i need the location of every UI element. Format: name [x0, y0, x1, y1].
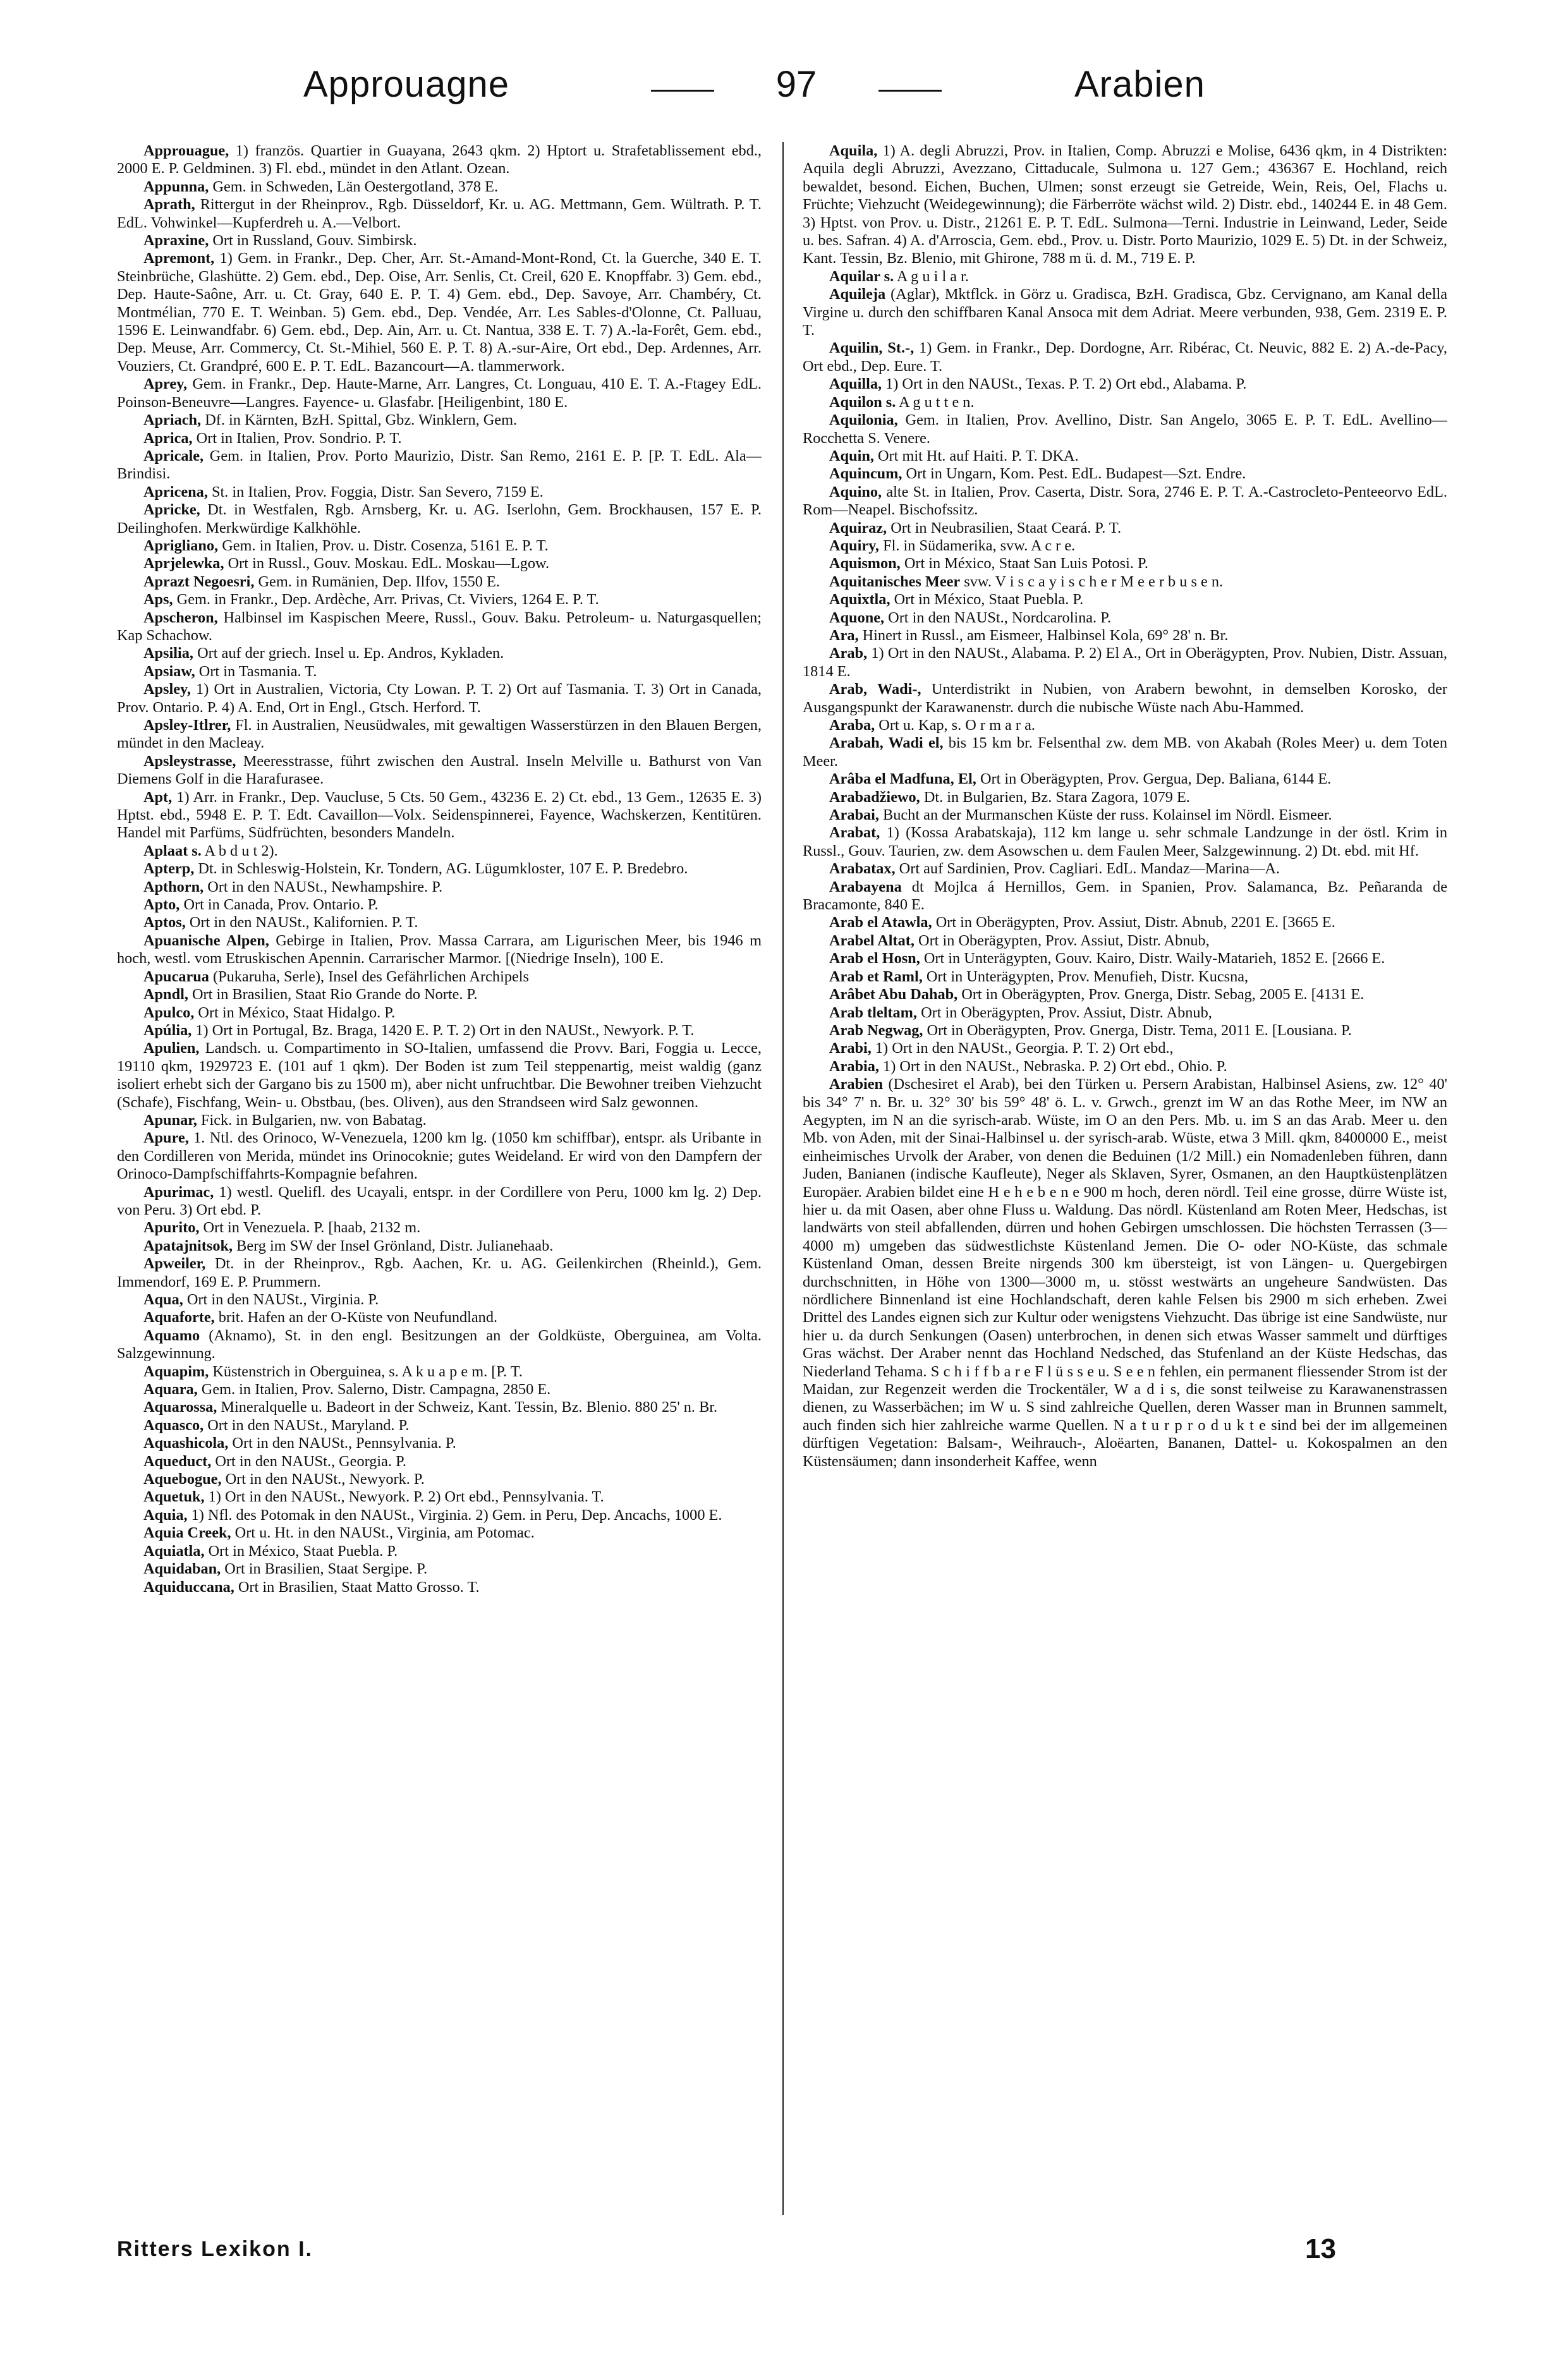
- dictionary-entry: [117, 1309, 762, 1326]
- dictionary-entry: [117, 986, 762, 1004]
- entry-text: Df. in Kärnten, BzH. Spittal, Gbz. Winklern, Gem.: [201, 411, 518, 429]
- entry-headword: Aquin,: [829, 447, 874, 464]
- dictionary-entry: [117, 1363, 762, 1381]
- entry-text: (Aglar), Mktflck. in Görz u. Gradisca, BzH. Gradisca, Gbz. Cervignano, am Kanal della Virgine u. durch den schiffbaren Kanal Ansoca mit dem Adriat. Meere verbunden, 938, Gem. 2319 E. P. T.: [803, 286, 1447, 339]
- entry-headword: Aquara,: [143, 1381, 198, 1398]
- entry-headword: Arabayena: [829, 878, 902, 895]
- entry-text: Dt. in Westfalen, Rgb. Arnsberg, Kr. u. AG. Iserlohn, Gem. Brockhausen, 157 E. P. Deilinghofen. Merkwürdige Kalkhöhle.: [117, 501, 762, 537]
- entry-headword: Aquilonia,: [829, 411, 898, 429]
- dictionary-entry: [117, 860, 762, 878]
- dictionary-entry: [803, 591, 1447, 609]
- entry-text: Gem. in Italien, Prov. Avellino, Distr. San Angelo, 3065 E. P. T. EdL. Avellino—Rocchetta S. Venere.: [803, 411, 1447, 447]
- dictionary-entry: [117, 681, 762, 717]
- dictionary-entry: [117, 1004, 762, 1022]
- dictionary-entry: [803, 537, 1447, 555]
- entry-headword: Aquarossa,: [143, 1398, 217, 1416]
- dictionary-entry: [803, 286, 1447, 339]
- entry-text: (Pukaruha, Serle), Insel des Gefährlichen Archipels: [209, 968, 529, 985]
- entry-headword: Aquetuk,: [143, 1488, 205, 1506]
- entry-headword: Aquaforte,: [143, 1309, 215, 1326]
- entry-headword: Appunna,: [143, 178, 209, 195]
- dictionary-entry: [117, 1237, 762, 1255]
- entry-headword: Arabat,: [829, 824, 880, 842]
- entry-text: Ort auf der griech. Insel u. Ep. Andros, Kykladen.: [193, 645, 504, 662]
- entry-text: bis 15 km br. Felsenthal zw. dem MB. von Akabah (Roles Meer) u. dem Toten Meer.: [803, 734, 1447, 770]
- entry-headword: Aprey,: [143, 375, 188, 393]
- entry-headword: Aplaat s.: [143, 842, 202, 859]
- entry-headword: Apt,: [143, 788, 173, 806]
- entry-headword: Apto,: [143, 896, 180, 914]
- dictionary-entry: [803, 681, 1447, 717]
- entry-headword: Apurimac,: [143, 1183, 214, 1201]
- entry-headword: Aquone,: [829, 609, 885, 626]
- right-column: [803, 142, 1447, 2209]
- entry-text: Ort in den NAUSt., Kalifornien. P. T.: [185, 914, 418, 931]
- entry-headword: Arabi,: [829, 1040, 872, 1057]
- column-divider: [782, 142, 784, 2215]
- entry-headword: Apriach,: [143, 411, 202, 429]
- entry-headword: Arâbet Abu Dahab,: [829, 986, 958, 1004]
- entry-text: Ort in Unterägypten, Prov. Menufieh, Distr. Kucsna,: [922, 968, 1249, 985]
- entry-headword: Arab, Wadi-,: [829, 681, 921, 698]
- dictionary-entry: [117, 555, 762, 573]
- entry-text: St. in Italien, Prov. Foggia, Distr. San Severo, 7159 E.: [207, 483, 544, 500]
- entry-text: Dt. in der Rheinprov., Rgb. Aachen, Kr. u. AG. Geilenkirchen (Rheinld.), Gem. Immendorf, 169 E. P. Prummern.: [117, 1255, 762, 1290]
- entry-headword: Aquasco,: [143, 1416, 204, 1434]
- entry-headword: Apthorn,: [143, 878, 204, 895]
- entry-headword: Aquiatla,: [143, 1542, 205, 1560]
- dictionary-entry: [803, 465, 1447, 483]
- entry-text: Gebirge in Italien, Prov. Massa Carrara, am Ligurischen Meer, bis 1946 m hoch, westl. vom Etruskischen Apennin. Carrarischer Marmor. [(Niedrige Inseln), 100 E.: [117, 931, 762, 968]
- dictionary-entry: [117, 1327, 762, 1363]
- dictionary-entry: [803, 1076, 1447, 1471]
- dictionary-entry: [803, 878, 1447, 914]
- entry-text: Ort in den NAUSt., Pennsylvania. P.: [228, 1435, 456, 1452]
- entry-text: Ort in Russland, Gouv. Simbirsk.: [209, 232, 417, 250]
- entry-headword: Approuague,: [143, 142, 229, 159]
- entry-headword: Aquilla,: [829, 375, 882, 393]
- entry-text: Bucht an der Murmanschen Küste der russ. Kolainsel im Nördl. Eismeer.: [878, 806, 1332, 824]
- entry-headword: Aqua,: [143, 1291, 183, 1308]
- entry-headword: Apsiaw,: [143, 662, 195, 680]
- entry-text: Ort in den NAUSt., Virginia. P.: [183, 1291, 379, 1308]
- entry-headword: Arab el Atawla,: [829, 914, 932, 931]
- dictionary-entry: [803, 447, 1447, 465]
- entry-headword: Apraxine,: [143, 232, 209, 250]
- dictionary-entry: [117, 232, 762, 250]
- entry-headword: Arabel Altat,: [829, 931, 915, 949]
- entry-headword: Aps,: [143, 591, 173, 609]
- entry-text: 1) Ort in den NAUSt., Alabama. P. 2) El A., Ort in Oberägypten, Prov. Nubien, Distr. Assuan, 1814 E.: [803, 645, 1447, 680]
- dictionary-entry: [803, 645, 1447, 681]
- entry-text: Ort in den NAUSt., Newyork. P.: [221, 1471, 425, 1488]
- page-footer: [117, 2233, 1444, 2275]
- entry-text: Ort auf Sardinien, Prov. Cagliari. EdL. Mandaz—Marina—A.: [895, 860, 1280, 878]
- entry-text: Landsch. u. Compartimento in SO-Italien, umfassend die Provv. Bari, Foggia u. Lecce, 19110 qkm, 1929723 E. (101 auf 1 qkm). Der Boden ist zum Teil steppenartig, meist waldig (ganz isoliert erhebt sich der Gargano bis zu 1500 m), aber nicht unfruchtbar. Die Bewohner treiben Viehzucht (Schafe), Fischfang, Wein- u. Obstbau, (bes. Oliven), aus den Strandseen wird Salz gewonnen.: [117, 1040, 762, 1111]
- entry-text: Unterdistrikt in Nubien, von Arabern bewohnt, in demselben Korosko, der Ausgangspunkt der Karawanenstr. durch die nubische Wüste nach Abu-Hammed.: [803, 681, 1447, 716]
- entry-headword: Aquidaban,: [143, 1560, 221, 1578]
- entry-headword: Apscheron,: [143, 609, 218, 626]
- dictionary-entry: [117, 1381, 762, 1398]
- entry-text: Halbinsel im Kaspischen Meere, Russl., Gouv. Baku. Petroleum- u. Naturgasquellen; Kap Schachow.: [117, 609, 762, 644]
- header-dash-right: [878, 90, 942, 92]
- dictionary-entry: [117, 645, 762, 662]
- entry-headword: Apricale,: [143, 447, 204, 464]
- dictionary-entry: [803, 411, 1447, 447]
- dictionary-entry: [117, 501, 762, 537]
- entry-text: Gem. in Italien, Prov. u. Distr. Cosenza, 5161 E. P. T.: [218, 537, 549, 554]
- entry-text: Ort in Brasilien, Staat Sergipe. P.: [221, 1560, 428, 1578]
- header-last-keyword: Arabien: [1074, 64, 1205, 105]
- entry-text: A g u t t e n.: [896, 393, 975, 411]
- entry-text: 1) Ort in Portugal, Bz. Braga, 1420 E. P. T. 2) Ort in den NAUSt., Newyork. P. T.: [191, 1021, 695, 1039]
- dictionary-entry: [117, 1040, 762, 1112]
- dictionary-entry: [117, 896, 762, 914]
- entry-headword: Apucarua: [143, 968, 209, 985]
- entry-text: 1) französ. Quartier in Guayana, 2643 qkm. 2) Hptort u. Strafetablissement ebd., 2000 E. P. Geldminen. 3) Fl. ebd., mündet in den Atlant. Ozean.: [117, 142, 762, 178]
- dictionary-entry: [117, 250, 762, 375]
- entry-headword: Aquiduccana,: [143, 1578, 234, 1596]
- entry-headword: Apweiler,: [143, 1255, 206, 1273]
- entry-headword: Apatajnitsok,: [143, 1237, 233, 1254]
- footer-sheet-number: 13: [1305, 2233, 1336, 2264]
- entry-text: 1) Gem. in Frankr., Dep. Dordogne, Arr. Ribérac, Ct. Neuvic, 882 E. 2) A.-de-Pacy, Ort ebd., Dep. Eure. T.: [803, 339, 1447, 375]
- entry-text: Ort in México, Staat Hidalgo. P.: [194, 1004, 396, 1021]
- entry-headword: Aptos,: [143, 914, 186, 931]
- dictionary-entry: [803, 734, 1447, 770]
- entry-text: Ort in den NAUSt., Maryland. P.: [204, 1416, 410, 1434]
- dictionary-entry: [803, 483, 1447, 519]
- entry-headword: Arab,: [829, 645, 868, 662]
- entry-headword: Aprjelewka,: [143, 555, 224, 573]
- page-number: 97: [775, 64, 817, 105]
- dictionary-entry: [803, 555, 1447, 573]
- dictionary-entry: [117, 717, 762, 753]
- dictionary-entry: [803, 609, 1447, 627]
- entry-headword: Apsleystrasse,: [143, 752, 236, 770]
- entry-text: Rittergut in der Rheinprov., Rgb. Düsseldorf, Kr. u. AG. Mettmann, Gem. Wültrath. P. T. EdL. Vohwinkel—Kupferdreh u. A.—Velbort.: [117, 196, 762, 231]
- entry-headword: Aquilar s.: [829, 267, 894, 285]
- dictionary-entry: [803, 1058, 1447, 1076]
- entry-headword: Aquileja: [829, 286, 886, 303]
- header-dash-left: [651, 90, 714, 92]
- entry-headword: Apure,: [143, 1129, 189, 1147]
- dictionary-entry: [803, 375, 1447, 393]
- dictionary-entry: [117, 663, 762, 681]
- dictionary-entry: [117, 1417, 762, 1435]
- dictionary-entry: [117, 375, 762, 411]
- dictionary-entry: [117, 483, 762, 501]
- page-header: [0, 63, 1568, 126]
- entry-headword: Aquitanisches Meer: [829, 573, 961, 590]
- entry-text: Gem. in Rumänien, Dep. Ilfov, 1550 E.: [254, 573, 500, 590]
- dictionary-entry: [803, 1022, 1447, 1040]
- dictionary-entry: [117, 430, 762, 447]
- entry-headword: Apricena,: [143, 483, 208, 500]
- dictionary-entry: [117, 1579, 762, 1596]
- entry-headword: Apulien,: [143, 1040, 200, 1057]
- dictionary-entry: [803, 986, 1447, 1004]
- dictionary-entry: [117, 196, 762, 232]
- dictionary-entry: [117, 1507, 762, 1524]
- dictionary-entry: [117, 932, 762, 968]
- entry-text: A b d u t 2).: [201, 842, 278, 859]
- entry-text: Dt. in Schleswig-Holstein, Kr. Tondern, AG. Lügumkloster, 107 E. P. Bredebro.: [194, 860, 688, 878]
- dictionary-entry: [117, 411, 762, 429]
- dictionary-entry: [803, 1040, 1447, 1057]
- dictionary-entry: [117, 1022, 762, 1040]
- entry-text: Ort in México, Staat Puebla. P.: [204, 1542, 398, 1560]
- dictionary-entry: [117, 1184, 762, 1220]
- dictionary-entry: [117, 537, 762, 555]
- entry-text: alte St. in Italien, Prov. Caserta, Distr. Sora, 2746 E. P. T. A.-Castrocleto-Penteeorvo EdL. Rom—Neapel. Bischofssitz.: [803, 483, 1447, 519]
- entry-text: 1) (Kossa Arabatskaja), 112 km lange u. sehr schmale Landzunge in der östl. Krim in Russl., Gouv. Taurien, zw. dem Asowschen u. dem Faulen Meer, Salzgewinnung. 2) Dt. ebd. mit Hf.: [803, 824, 1447, 859]
- dictionary-entry: [117, 1435, 762, 1452]
- dictionary-entry: [117, 1543, 762, 1560]
- entry-headword: Aquino,: [829, 483, 882, 500]
- entry-text: Ort u. Ht. in den NAUSt., Virginia, am Potomac.: [231, 1524, 535, 1542]
- entry-text: Fl. in Südamerika, svw. A c r e.: [879, 537, 1076, 554]
- dictionary-entry: [803, 806, 1447, 824]
- dictionary-entry: [117, 573, 762, 591]
- entry-text: Küstenstrich in Oberguinea, s. A k u a p e m. [P. T.: [209, 1362, 523, 1380]
- entry-text: svw. V i s c a y i s c h e r M e e r b u s e n.: [960, 573, 1224, 590]
- entry-text: 1) Gem. in Frankr., Dep. Cher, Arr. St.-Amand-Mont-Rond, Ct. la Guerche, 340 E. T. Steinbrüche, Glashütte. 2) Gem. ebd., Dep. Oise, Arr. Senlis, Ct. Creil, 620 E. Knopffabr. 3) Gem. ebd., Dep. Haute-Saône, Arr. u. Ct. Gray, 640 E. P. T. 4) Gem. ebd., Dep. Savoye, Arr. Chambéry, Ct. Montmélian, 770 E. T. Weinban. 5) Gem. ebd., Dep. Vendée, Arr. Les Sables-d'Olonne, Ct. Palluau, 1596 E. Leinwandfabr. 6) Gem. ebd., Dep. Ain, Arr. u. Ct. Nantua, 338 E. T. 7) A.-la-Forêt, Gem. ebd., Dep. Meuse, Arr. Commercy, Ct. St.-Mihiel, 560 E. P. T. 8) A.-sur-Aire, Ort ebd., Dep. Ardennes, Arr. Vouziers, Ct. Grandpré, 600 E. P. T. EdL. Bazancourt—A. tlammerwork.: [117, 250, 762, 375]
- dictionary-entry: [803, 968, 1447, 986]
- dictionary-entry: [803, 339, 1447, 375]
- entry-text: 1) Ort in den NAUSt., Nebraska. P. 2) Ort ebd., Ohio. P.: [878, 1057, 1227, 1075]
- entry-text: Fick. in Bulgarien, nw. von Babatag.: [197, 1111, 427, 1129]
- entry-text: 1. Ntl. des Orinoco, W-Venezuela, 1200 km lg. (1050 km schiffbar), entspr. als Uribante in den Cordilleren von Merida, mündet ins Orinocoknie; gutes Weideland. Er wird von den Dampfern der Orinoco-Dampfschiffahrts-Kompagnie befahren.: [117, 1129, 762, 1183]
- dictionary-entry: [117, 1488, 762, 1506]
- entry-headword: Aprigliano,: [143, 537, 219, 554]
- entry-text: Meeresstrasse, führt zwischen den Austral. Inseln Melville u. Bathurst von Van Diemens Golf in die Harafurasee.: [117, 752, 762, 788]
- dictionary-entry: [803, 717, 1447, 734]
- dictionary-entry: [803, 824, 1447, 860]
- dictionary-entry: [117, 878, 762, 896]
- entry-text: Ort in Russl., Gouv. Moskau. EdL. Moskau—Lgow.: [224, 555, 550, 573]
- dictionary-entry: [117, 1524, 762, 1542]
- dictionary-entry: [117, 1219, 762, 1237]
- entry-headword: Arab el Hosn,: [829, 950, 920, 968]
- entry-headword: Aprica,: [143, 429, 193, 447]
- dictionary-entry: [117, 789, 762, 842]
- entry-text: Ort in Brasilien, Staat Matto Grosso. T.: [234, 1578, 480, 1596]
- entry-text: Ort in Canada, Prov. Ontario. P.: [179, 896, 379, 914]
- entry-headword: Ara,: [829, 626, 859, 644]
- dictionary-entry: [117, 753, 762, 789]
- dictionary-entry: [117, 1291, 762, 1309]
- entry-headword: Aquashicola,: [143, 1435, 229, 1452]
- dictionary-entry: [803, 519, 1447, 537]
- entry-text: Dt. in Bulgarien, Bz. Stara Zagora, 1079 E.: [920, 788, 1190, 806]
- entry-headword: Arabia,: [829, 1057, 879, 1075]
- entry-text: Ort in Unterägypten, Gouv. Kairo, Distr. Waily-Matarieh, 1852 E. [2666 E.: [920, 950, 1385, 968]
- dictionary-entry: [803, 789, 1447, 806]
- entry-headword: Aquixtla,: [829, 591, 890, 609]
- dictionary-entry: [803, 770, 1447, 788]
- entry-headword: Apsley-Itlrer,: [143, 717, 231, 734]
- entry-headword: Apurito,: [143, 1219, 200, 1237]
- entry-headword: Apterp,: [143, 860, 195, 878]
- dictionary-entry: [117, 968, 762, 986]
- entry-headword: Aquamo: [143, 1326, 200, 1344]
- entry-text: Ort in Ungarn, Kom. Pest. EdL. Budapest—Szt. Endre.: [902, 465, 1246, 483]
- entry-text: Ort in Oberägypten, Prov. Assiut, Distr. Abnub,: [914, 931, 1210, 949]
- entry-headword: Arâba el Madfuna, El,: [829, 770, 976, 788]
- entry-headword: Arabien: [829, 1076, 884, 1093]
- entry-text: Gem. in Frankr., Dep. Ardèche, Arr. Privas, Ct. Viviers, 1264 E. P. T.: [173, 591, 599, 609]
- entry-text: Berg im SW der Insel Grönland, Distr. Julianehaab.: [233, 1237, 554, 1254]
- entry-text: Ort in Neubrasilien, Staat Ceará. P. T.: [887, 519, 1122, 537]
- header-first-keyword: Approuagne: [303, 64, 510, 105]
- entry-text: Gem. in Italien, Prov. Porto Maurizio, Distr. San Remo, 2161 E. P. [P. T. EdL. Ala—Brindisi.: [117, 447, 762, 483]
- dictionary-entry: [117, 178, 762, 196]
- entry-headword: Arabai,: [829, 806, 879, 824]
- dictionary-entry: [117, 842, 762, 860]
- entry-text: 1) Ort in den NAUSt., Texas. P. T. 2) Ort ebd., Alabama. P.: [882, 375, 1247, 393]
- entry-text: Gem. in Frankr., Dep. Haute-Marne, Arr. Langres, Ct. Longuau, 410 E. T. A.-Ftagey EdL. Poinson-Beneuvre—Langres. Fayence- u. Glasfabr. [Heiligenbint, 180 E.: [117, 375, 762, 411]
- dictionary-entry: [117, 447, 762, 483]
- dictionary-entry: [803, 394, 1447, 411]
- entry-headword: Aquismon,: [829, 555, 901, 573]
- entry-headword: Apsilia,: [143, 645, 193, 662]
- entry-text: Ort in México, Staat San Luis Potosi. P.: [900, 555, 1148, 573]
- entry-headword: Aprath,: [143, 196, 195, 214]
- dictionary-entry: [117, 1398, 762, 1416]
- entry-headword: Apulco,: [143, 1004, 195, 1021]
- entry-text: Ort in Brasilien, Staat Rio Grande do Norte. P.: [188, 986, 478, 1004]
- dictionary-entry: [117, 1255, 762, 1291]
- entry-text: Ort in Oberägypten, Prov. Gnerga, Distr. Sebag, 2005 E. [4131 E.: [957, 986, 1364, 1004]
- dictionary-entry: [803, 914, 1447, 931]
- entry-text: Gem. in Italien, Prov. Salerno, Distr. Campagna, 2850 E.: [197, 1381, 551, 1398]
- dictionary-entry: [803, 268, 1447, 286]
- entry-text: Ort in Oberägypten, Prov. Gnerga, Distr. Tema, 2011 E. [Lousiana. P.: [923, 1021, 1352, 1039]
- entry-headword: Apuanische Alpen,: [143, 931, 269, 949]
- footer-signature: Ritters Lexikon I.: [117, 2237, 313, 2261]
- entry-headword: Apricke,: [143, 501, 200, 519]
- entry-headword: Arab tleltam,: [829, 1004, 917, 1021]
- dictionary-entry: [803, 1004, 1447, 1022]
- entry-headword: Aquia Creek,: [143, 1524, 231, 1542]
- entry-text: 1) westl. Quelifl. des Ucayali, entspr. in der Cordillere von Peru, 1000 km lg. 2) Dep. von Peru. 3) Ort ebd. P.: [117, 1183, 762, 1218]
- dictionary-entry: [117, 1471, 762, 1488]
- dictionary-entry: [803, 573, 1447, 591]
- entry-headword: Araba,: [829, 717, 875, 734]
- entry-text: Ort u. Kap, s. O r m a r a.: [875, 717, 1035, 734]
- entry-headword: Aquilin, St.-,: [829, 339, 915, 357]
- entry-headword: Aprazt Negoesri,: [143, 573, 255, 590]
- dictionary-entry: [117, 1129, 762, 1183]
- entry-headword: Apsley,: [143, 681, 191, 698]
- entry-headword: Aquapim,: [143, 1362, 209, 1380]
- entry-text: 1) Ort in den NAUSt., Newyork. P. 2) Ort ebd., Pennsylvania. T.: [204, 1488, 604, 1506]
- entry-headword: Arabadžiewo,: [829, 788, 920, 806]
- entry-headword: Aquilon s.: [829, 393, 896, 411]
- dictionary-entry: [803, 627, 1447, 645]
- entry-headword: Apunar,: [143, 1111, 197, 1129]
- entry-text: 1) Ort in Australien, Victoria, Cty Lowan. P. T. 2) Ort auf Tasmania. T. 3) Ort in Canada, Prov. Ontario. P. 4) A. End, Ort in Engl., Gtsch. Herford. T.: [117, 681, 762, 716]
- dictionary-entry: [803, 950, 1447, 968]
- entry-text: 1) A. degli Abruzzi, Prov. in Italien, Comp. Abruzzi e Molise, 6436 qkm, in 4 Distrikten: Aquila degli Abruzzi, Avezzano, Cittaducale, Sulmona u. 127 Gem.; 436367 E. Hochland, reich bewaldet, besond. Eichen, Buchen, Ulmen; sonst erzeugt sie Getreide, Wein, Reis, Oel, Flachs u. Früchte; Viehzucht (Weidegewinnung); die Färberröte wächst wild. 2) Distr. ebd., 140244 E. in 48 Gem. 3) Hptst. von Prov. u. Distr., 21261 E. P. T. EdL. Sulmona—Terni. Industrie in Leinwand, Leder, Seide u. bes. Safran. 4) A. d'Arroscia, Gem. ebd., Prov. u. Distr. Porto Maurizio, 1029 E. 5) Dt. in der Schweiz, Kant. Tessin, Bz. Blenio, mit Ghirone, 788 m ü. d. M., 719 E. P.: [803, 142, 1447, 267]
- entry-headword: Aquia,: [143, 1506, 188, 1524]
- dictionary-entry: [117, 1560, 762, 1578]
- entry-text: (Dschesiret el Arab), bei den Türken u. Persern Arabistan, Halbinsel Asiens, zw. 12° 40' bis 34° 7' n. Br. u. 32° 30' bis 59° 48' ö. L. v. Grwch., grenzt im W an das Rothe Meer, im NW an Aegypten, im N an die syrisch-arab. Wüste, im O an den Pers. Mb. u. im S an das Arab. Meer u. den Mb. von Aden, mit der Sinai-Halbinsel u. der syrisch-arab. Wüste, etwa 3 Mill. qkm, 8400000 E., meist einheimisches Urvolk der Araber, von denen die Beduinen (1/2 Mill.) ein Nomadenleben führen, dann Juden, Banianen (indische Kaufleute), Neger als Sklaven, Syrer, Osmanen, an den Hauptküstenplätzen Europäer. Arabien bildet eine H e h e b e n e 900 m hoch, deren nördl. Teil eine grosse, dürre Wüste ist, hier u. da mit Oasen, aber ohne Fluss u. Waldung. Das nördl. Küstenland am Roten Meer, Hedschas, ist landwärts von steil abfallenden, dürren und hohen Gebirgen umschlossen. Die höchsten Terrassen (3—4000 m) umgeben das südwestlichste Küstenland Jemen. Die O- oder NO-Küste, das schmale Küstenland Oman, dessen Breite nirgends 300 km übersteigt, ist von Längen- u. Quergebirgen durchschnitten, in Höhe von 1300—3000 m, u. stösst westwärts an ungeheure Sandwüsten. Das nördlichere Binnenland ist eine Hochlandschaft, deren kahle Felsen bis 2900 m sich erheben. Zwei Drittel des Landes eignen sich zur Kultur oder wenigstens Viehzucht. Das übrige ist eine Sandwüste, nur hier u. da durch Senkungen (Oasen) unterbrochen, in denen sich etwas Wasser sammelt und dürftiges Gras wächst. Der Araber nennt das Hochland Nedsched, das Stufenland an der Küste Hedschas, das Niederland Tehama. S c h i f f b a r e F l ü s s e u. S e e n fehlen, ein permanent fliessender Strom ist der Maidan, zur Regenzeit werden die Trockentäler, W a d i s, die sonst teilweise zu Karawanenstrassen dienen, zu Wasserbächen; im W u. S sind zahlreiche Quellen, deren Wasser man in Brunnen sammelt, auch finden sich hier zahlreiche warme Quellen. N a t u r p r o d u k t e sind bei der im allgemeinen dürftigen Vegetation: Balsam-, Weihrauch-, Aloëarten, Bananen, Dattel- u. Kokospalmen an den Küstensäumen; dann insonderheit Kaffee, wenn: [803, 1076, 1447, 1470]
- entry-text: brit. Hafen an der O-Küste von Neufundland.: [214, 1309, 498, 1326]
- dictionary-entry: [117, 1112, 762, 1129]
- dictionary-entry: [117, 142, 762, 178]
- entry-headword: Apremont,: [143, 250, 215, 267]
- dictionary-entry: [117, 914, 762, 931]
- entry-text: Ort in Tasmania. T.: [195, 662, 317, 680]
- entry-text: Gem. in Schweden, Län Oestergotland, 378 E.: [209, 178, 499, 195]
- entry-text: 1) Nfl. des Potomak in den NAUSt., Virginia. 2) Gem. in Peru, Dep. Ancachs, 1000 E.: [187, 1506, 722, 1524]
- entry-text: Ort in Italien, Prov. Sondrio. P. T.: [192, 429, 402, 447]
- dictionary-entry: [117, 591, 762, 609]
- entry-headword: Aquila,: [829, 142, 878, 159]
- entry-text: Hinert in Russl., am Eismeer, Halbinsel Kola, 69° 28' n. Br.: [858, 626, 1229, 644]
- entry-headword: Aquiry,: [829, 537, 879, 554]
- entry-headword: Aquiraz,: [829, 519, 887, 537]
- dictionary-entry: [803, 860, 1447, 878]
- entry-headword: Aquebogue,: [143, 1471, 222, 1488]
- entry-text: Ort in den NAUSt., Georgia. P.: [211, 1452, 406, 1470]
- entry-text: dt Mojlca á Hernillos, Gem. in Spanien, Prov. Salamanca, Bz. Peñaranda de Bracamonte, 840 E.: [803, 878, 1447, 914]
- entry-headword: Arabatax,: [829, 860, 896, 878]
- entry-text: Ort mit Ht. auf Haiti. P. T. DKA.: [873, 447, 1079, 464]
- entry-text: Ort in México, Staat Puebla. P.: [890, 591, 1084, 609]
- entry-headword: Arab Negwag,: [829, 1021, 923, 1039]
- dictionary-entry: [803, 142, 1447, 268]
- entry-text: Ort in den NAUSt., Nordcarolina. P.: [884, 609, 1112, 626]
- entry-text: Ort in Oberägypten, Prov. Assiut, Distr. Abnub,: [917, 1004, 1212, 1021]
- entry-text: Ort in Venezuela. P. [haab, 2132 m.: [199, 1219, 421, 1237]
- entry-headword: Arab et Raml,: [829, 968, 923, 985]
- entry-text: Ort in Oberägypten, Prov. Gergua, Dep. Baliana, 6144 E.: [976, 770, 1332, 788]
- entry-text: (Aknamo), St. in den engl. Besitzungen an der Goldküste, Oberguinea, am Volta. Salzgewinnung.: [117, 1326, 762, 1362]
- entry-headword: Aquincum,: [829, 465, 903, 483]
- entry-headword: Apndl,: [143, 986, 188, 1004]
- left-column: [117, 142, 762, 2209]
- entry-headword: Arabah, Wadi el,: [829, 734, 944, 752]
- entry-text: Fl. in Australien, Neusüdwales, mit gewaltigen Wasserstürzen in den Blauen Bergen, mündet in den Macleay.: [117, 717, 762, 752]
- dictionary-entry: [803, 932, 1447, 950]
- entry-headword: Apúlia,: [143, 1021, 192, 1039]
- entry-headword: Aqueduct,: [143, 1452, 212, 1470]
- dictionary-entry: [117, 609, 762, 645]
- entry-text: 1) Arr. in Frankr., Dep. Vaucluse, 5 Cts. 50 Gem., 43236 E. 2) Ct. ebd., 13 Gem., 12635 E. 3) Hptst. ebd., 5948 E. P. T. Edt. Cavaillon—Volx. Seidenspinnerei, Fayence, Wachskerzen, Kentitüren. Handel mit Parfüms, Südfrüchten, besonders Mandeln.: [117, 788, 762, 842]
- entry-text: 1) Ort in den NAUSt., Georgia. P. T. 2) Ort ebd.,: [871, 1040, 1174, 1057]
- entry-text: Ort in Oberägypten, Prov. Assiut, Distr. Abnub, 2201 E. [3665 E.: [932, 914, 1335, 931]
- dictionary-entry: [117, 1453, 762, 1471]
- entry-text: Mineralquelle u. Badeort in der Schweiz, Kant. Tessin, Bz. Blenio. 880 25' n. Br.: [217, 1398, 718, 1416]
- entry-text: A g u i l a r.: [894, 267, 969, 285]
- entry-text: Ort in den NAUSt., Newhampshire. P.: [204, 878, 443, 895]
